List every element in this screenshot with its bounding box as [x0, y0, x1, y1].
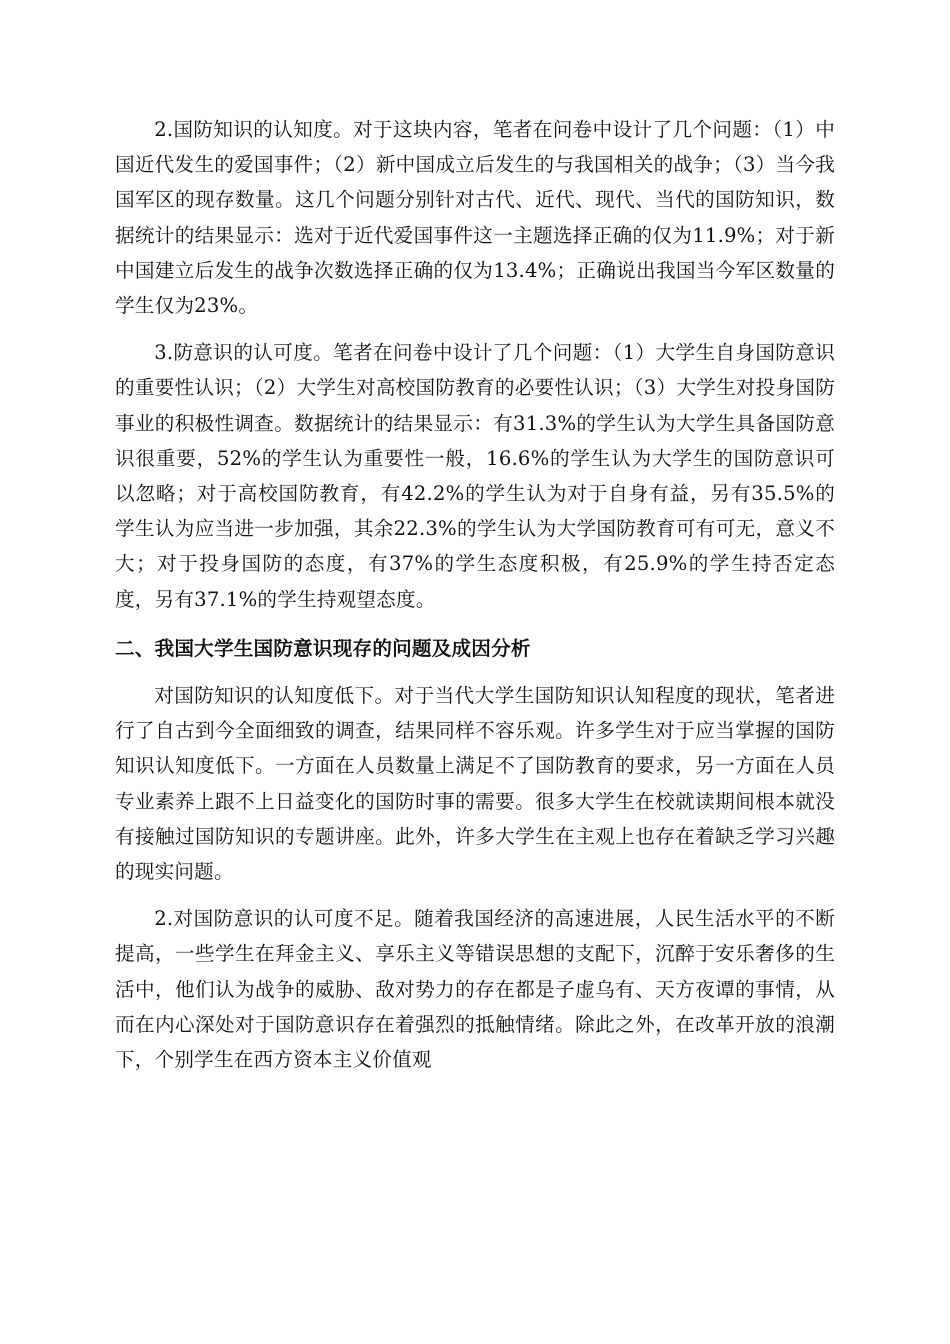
paragraph-low-awareness: 对国防知识的认知度低下。对于当代大学生国防知识认知程度的现状，笔者进行了自古到今全面细致的调查，结果同样不容乐观。许多学生对于应当掌握的国防知识认知度低下。一方面在人员数量上满足不了国防教育的要求，另一方面在人员专业素养上跟不上日益变化的国防时事的需要。很多大学生在校就读期间根本就没有接触过国防知识的专题讲座。此外，许多大学生在主观上也存在着缺乏学习兴趣的现实问题。 — [115, 684, 835, 884]
paragraph-defense-awareness: 3.防意识的认可度。笔者在问卷中设计了几个问题：（1）大学生自身国防意识的重要性认识；（2）大学生对高校国防教育的必要性认识；（3）大学生对投身国防事业的积极性调查。数据统计的结果显示：有31.3%的学生认为大学生具备国防意识很重要，52%的学生认为重要性一般，16.6%的学生认为大学生的国防意识可以忽略；对于高校国防教育，有42.2%的学生认为对于自身有益，另有35.5%的学生认为应当进一步加强，其余22.3%的学生认为大学国防教育可有可无，意义不大；对于投身国防的态度，有37%的学生态度积极，有25.9%的学生持否定态度，另有37.1%的学生持观望态度。 — [115, 341, 835, 611]
section-heading: 二、我国大学生国防意识现存的问题及成因分析 — [115, 636, 531, 660]
document-page — [115, 112, 835, 1077]
paragraph-defense-knowledge: 2.国防知识的认知度。对于这块内容，笔者在问卷中设计了几个问题：（1）中国近代发生的爱国事件；（2）新中国成立后发生的与我国相关的战争；（3）当今我国军区的现存数量。这几个问题分别针对古代、近代、现代、当代的国防知识，数据统计的结果显示：选对于近代爱国事件这一主题选择正确的仅为11.9%；对于新中国建立后发生的战争次数选择正确的仅为13.4%；正确说出我国当今军区数量的学生仅为23%。 — [115, 118, 835, 318]
paragraph-insufficient-recognition: 2.对国防意识的认可度不足。随着我国经济的高速进展，人民生活水平的不断提高，一些学生在拜金主义、享乐主义等错误思想的支配下，沉醉于安乐奢侈的生活中，他们认为战争的威胁、敌对势力的存在都是子虚乌有、天方夜谭的事情，从而在内心深处对于国防意识存在着强烈的抵触情绪。除此之外，在改革开放的浪潮下，个别学生在西方资本主义价值观 — [115, 907, 835, 1072]
